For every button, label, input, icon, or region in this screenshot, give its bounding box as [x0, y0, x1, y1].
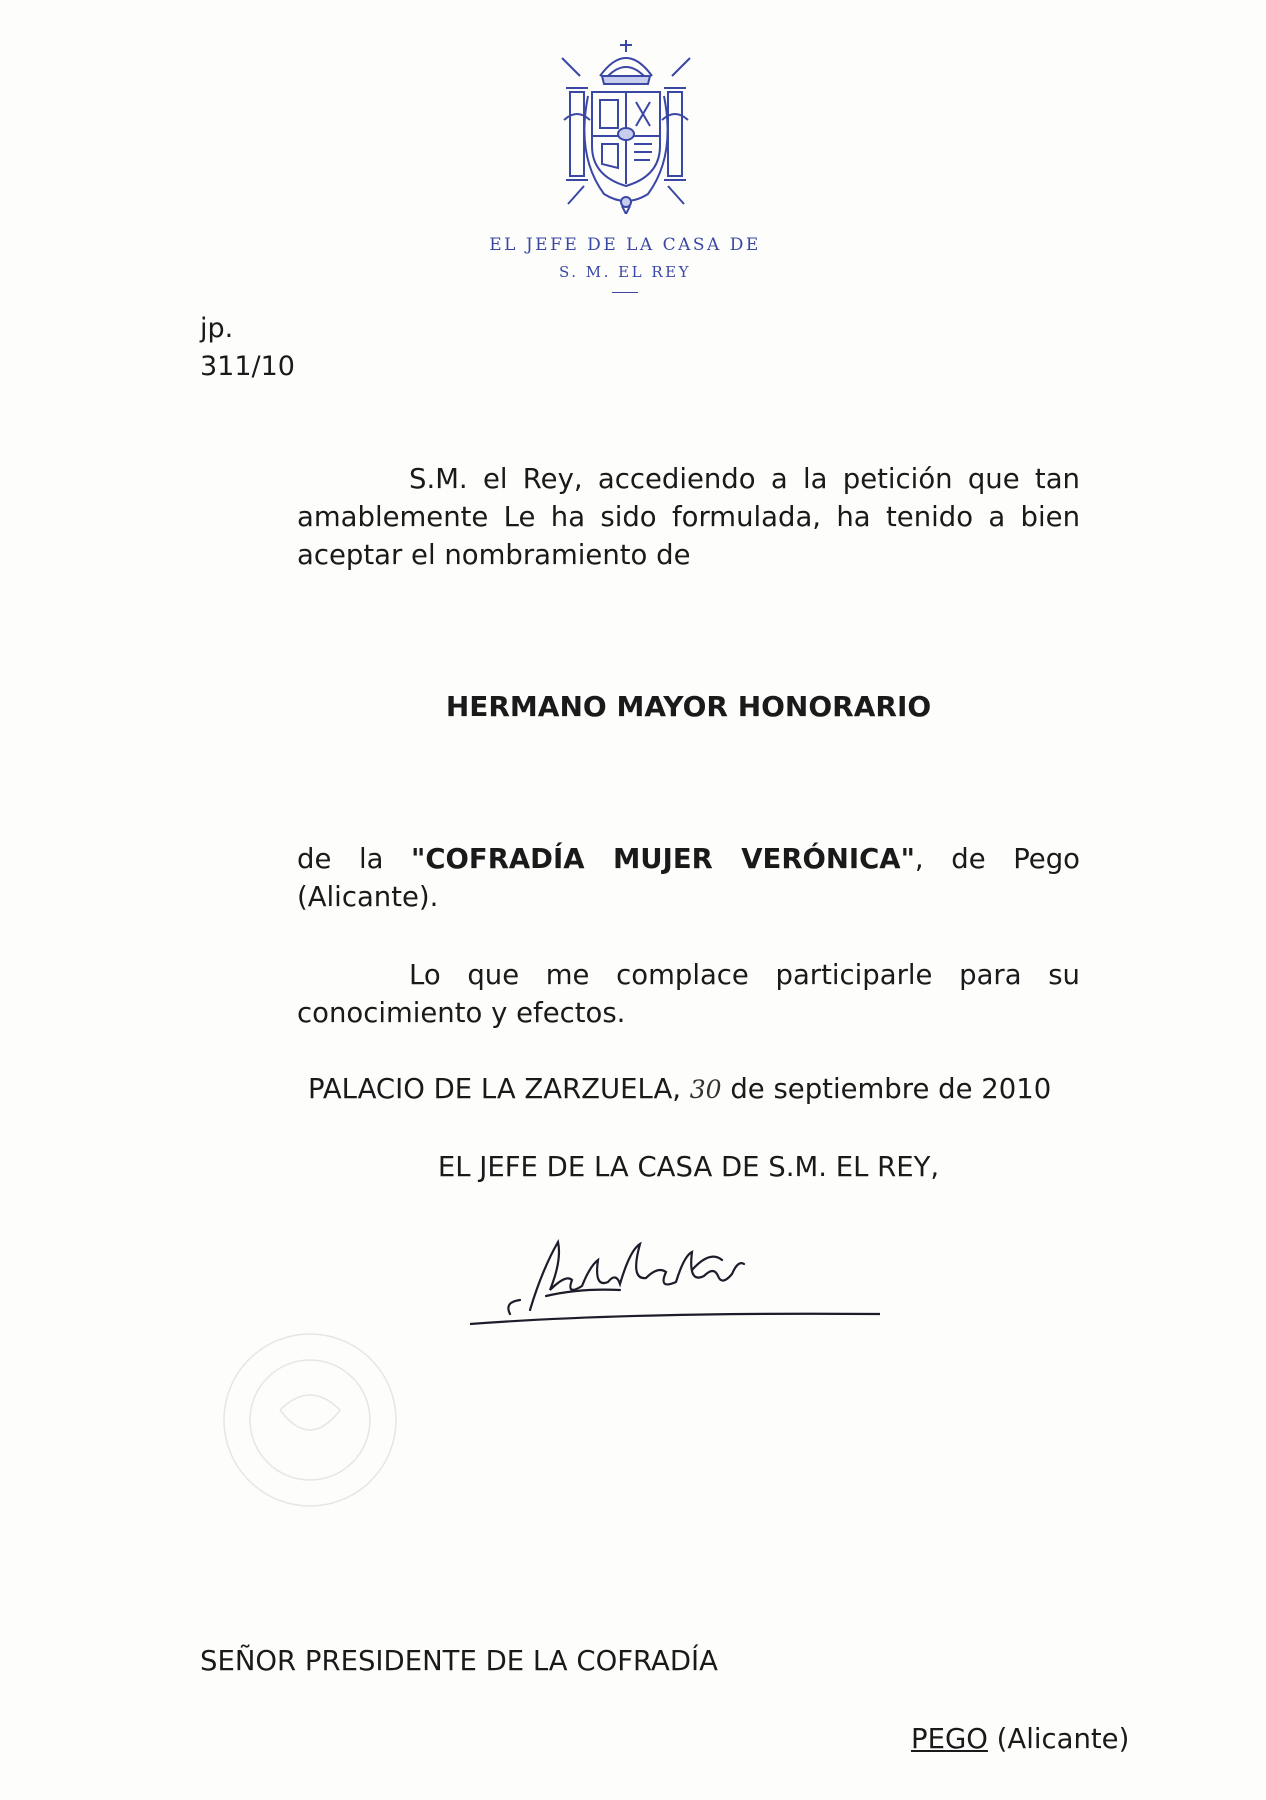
reference-block [200, 310, 295, 386]
dateline-day-handwritten: 30 [689, 1075, 722, 1104]
reference-prefix: jp. [200, 313, 234, 344]
letterhead-line-1: EL JEFE DE LA CASA DE [489, 235, 761, 255]
letterhead [420, 232, 830, 293]
paragraph-acceptance: S.M. el Rey, accediendo a la petición que tan amablemente Le ha sido formulada, ha tenido a bien aceptar el nombramiento de [297, 463, 1080, 571]
letterhead-line-2: S. M. EL REY [559, 263, 691, 281]
paragraph2-end: , de Pego (Alicante). [297, 843, 1080, 913]
paragraph-closing: Lo que me complace participarle para su conocimiento y efectos. [297, 959, 1080, 1029]
reference-number: 311/10 [200, 351, 295, 382]
dateline-place: PALACIO DE LA ZARZUELA, [308, 1073, 682, 1105]
embossed-seal [200, 1320, 420, 1520]
addressee-province: (Alicante) [996, 1723, 1130, 1755]
addressee-line: SEÑOR PRESIDENTE DE LA COFRADÍA [200, 1645, 718, 1677]
addressee-city: PEGO [911, 1723, 988, 1755]
dateline [308, 1070, 1051, 1109]
signer-title: EL JEFE DE LA CASA DE S.M. EL REY, [437, 1151, 940, 1183]
handwritten-signature [470, 1230, 880, 1340]
letterhead-rule [612, 292, 638, 293]
brotherhood-name: "COFRADÍA MUJER VERÓNICA" [411, 843, 915, 875]
paragraph-brotherhood [297, 840, 1080, 916]
addressee-place [911, 1720, 1129, 1758]
honorary-title: HERMANO MAYOR HONORARIO [445, 690, 932, 723]
royal-coat-of-arms-icon [558, 36, 694, 214]
dateline-rest: de septiembre de 2010 [730, 1073, 1052, 1105]
paragraph2-start: de la [297, 843, 412, 875]
